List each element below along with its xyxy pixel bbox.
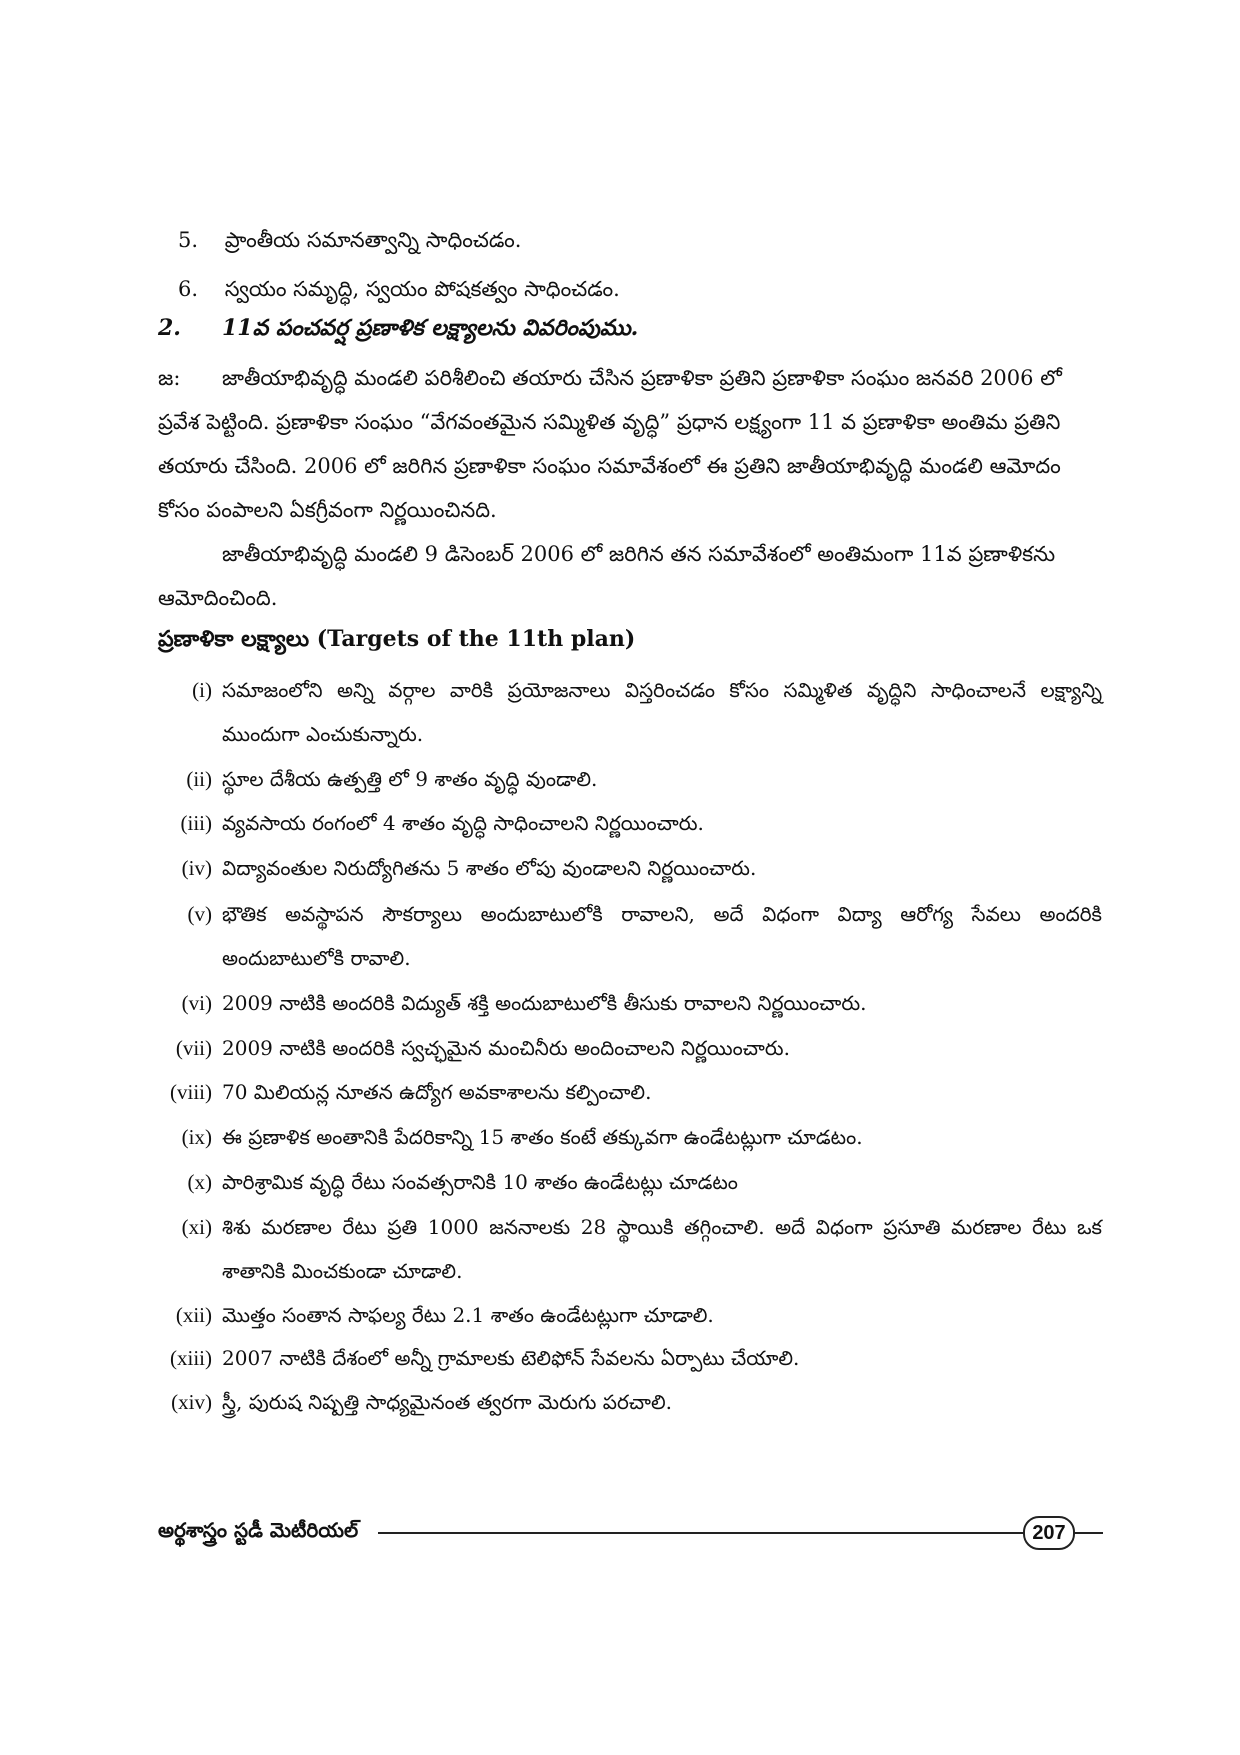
answer-line: కోసం పంపాలని ఏకగ్రీవంగా నిర్ణయించినది. <box>158 498 497 522</box>
question-number: 2. <box>158 315 181 341</box>
answer-line: తయారు చేసింది. 2006 లో జరిగిన ప్రణాళికా సంఘం సమావేశంలో ఈ ప్రతిని జాతీయాభివృద్ధి మండలి ఆమోదం <box>158 454 1061 478</box>
target-text: 2009 నాటికి అందరికి స్వచ్ఛమైన మంచినీరు అందించాలని నిర్ణయించారు. <box>222 1036 790 1060</box>
target-number: (iii) <box>180 811 212 835</box>
target-item <box>150 1336 1102 1380</box>
target-number: (xiii) <box>170 1346 212 1370</box>
answer-line: జాతీయాభివృద్ధి మండలి పరిశీలించి తయారు చేసిన ప్రణాళికా ప్రతిని ప్రణాళికా సంఘం జనవరి 2006 లో <box>222 366 1062 390</box>
target-text: వ్యవసాయ రంగంలో 4 శాతం వృద్ధి సాధించాలని నిర్ణయించారు. <box>222 811 704 835</box>
target-number: (i) <box>192 678 212 702</box>
target-number: (ix) <box>181 1125 212 1149</box>
target-number: (xiv) <box>171 1390 212 1414</box>
page-number: 207 <box>1023 1516 1075 1550</box>
target-item <box>150 1380 1102 1424</box>
answer-label: జ: <box>158 366 181 390</box>
list-text: స్వయం సమృద్ధి, స్వయం పోషకత్వం సాధించడం. <box>224 277 620 301</box>
target-text: స్త్రీ, పురుష నిష్పత్తి సాధ్యమైనంత త్వరగా మెరుగు పరచాలి. <box>222 1390 672 1414</box>
target-text: పారిశ్రామిక వృద్ధి రేటు సంవత్సరానికి 10 శాతం ఉండేటట్లు చూడటం <box>222 1170 738 1194</box>
target-item <box>150 846 1102 890</box>
target-text: శిశు మరణాల రేటు ప్రతి 1000 జననాలకు 28 స్థాయికి తగ్గించాలి. అదే విధంగా ప్రసూతి మరణాల రేటు ఒక శాతానికి మించకుండా చూడాలి. <box>222 1215 1102 1283</box>
target-number: (xii) <box>175 1303 212 1327</box>
target-text: భౌతిక అవస్థాపన సౌకర్యాలు అందుబాటులోకి రావాలని, అదే విధంగా విద్యా ఆరోగ్య సేవలు అందరికి అందుబాటులోకి రావాలి. <box>222 902 1102 970</box>
target-number: (vii) <box>175 1036 212 1060</box>
list-text: ప్రాంతీయ సమానత్వాన్ని సాధించడం. <box>224 228 522 252</box>
target-item <box>150 1160 1102 1204</box>
target-number: (vi) <box>181 991 212 1015</box>
list-item <box>178 277 620 302</box>
target-number: (ii) <box>186 767 212 791</box>
answer-line: ఆమోదించింది. <box>158 586 278 610</box>
target-item <box>150 1026 1102 1070</box>
list-item <box>178 228 521 253</box>
target-text: 70 మిలియన్ల నూతన ఉద్యోగ అవకాశాలను కల్పించాలి. <box>222 1080 652 1104</box>
targets-heading: ప్రణాళికా లక్ష్యాలు (Targets of the 11th plan) <box>158 626 636 652</box>
target-item <box>150 892 1102 980</box>
target-item <box>150 1070 1102 1114</box>
target-item <box>150 1205 1102 1293</box>
footer-rule-tail <box>1073 1532 1103 1534</box>
target-number: (xi) <box>181 1215 212 1239</box>
target-text: 2007 నాటికి దేశంలో అన్నీ గ్రామాలకు టెలిఫోన్ సేవలను ఏర్పాటు చేయాలి. <box>222 1346 800 1370</box>
target-number: (iv) <box>181 856 212 880</box>
answer-paragraph <box>158 356 1102 620</box>
target-item <box>150 668 1102 756</box>
target-text: స్థూల దేశీయ ఉత్పత్తి లో 9 శాతం వృద్ధి వుండాలి. <box>222 767 598 791</box>
list-number: 6. <box>178 277 199 301</box>
target-item <box>150 801 1102 845</box>
list-number: 5. <box>178 228 199 252</box>
target-item <box>150 981 1102 1025</box>
page-footer <box>158 1512 1103 1552</box>
question-heading <box>158 315 638 346</box>
answer-line: జాతీయాభివృద్ధి మండలి 9 డిసెంబర్ 2006 లో జరిగిన తన సమావేశంలో అంతిమంగా 11వ ప్రణాళికను <box>222 542 1056 566</box>
question-text: 11వ పంచవర్ష ప్రణాళిక లక్ష్యాలను వివరింపుము. <box>222 315 639 341</box>
target-item <box>150 1115 1102 1159</box>
target-item <box>150 757 1102 801</box>
footer-title: అర్థశాస్త్రం స్టడీ మెటీరియల్ <box>158 1518 359 1542</box>
target-number: (x) <box>187 1170 212 1194</box>
footer-rule <box>378 1532 1063 1534</box>
target-text: ఈ ప్రణాళిక అంతానికి పేదరికాన్ని 15 శాతం కంటే తక్కువగా ఉండేటట్లుగా చూడటం. <box>222 1125 863 1149</box>
answer-line: ప్రవేశ పెట్టింది. ప్రణాళికా సంఘం “వేగవంతమైన సమ్మిళిత వృద్ధి” ప్రధాన లక్ష్యంగా 11 వ ప్రణాళికా అంతిమ ప్రతిని <box>158 410 1061 434</box>
target-number: (v) <box>187 902 212 926</box>
target-text: 2009 నాటికి అందరికి విద్యుత్ శక్తి అందుబాటులోకి తీసుకు రావాలని నిర్ణయించారు. <box>222 991 867 1015</box>
target-text: సమాజంలోని అన్ని వర్గాల వారికి ప్రయోజనాలు విస్తరించడం కోసం సమ్మిళిత వృద్ధిని సాధించాలనే లక్ష్యాన్ని ముందుగా ఎంచుకున్నారు. <box>222 678 1102 746</box>
target-number: (viii) <box>170 1080 212 1104</box>
target-text: మొత్తం సంతాన సాఫల్య రేటు 2.1 శాతం ఉండేటట్లుగా చూడాలి. <box>222 1303 714 1327</box>
target-item <box>150 1293 1102 1337</box>
target-text: విద్యావంతుల నిరుద్యోగితను 5 శాతం లోపు వుండాలని నిర్ణయించారు. <box>222 856 757 880</box>
